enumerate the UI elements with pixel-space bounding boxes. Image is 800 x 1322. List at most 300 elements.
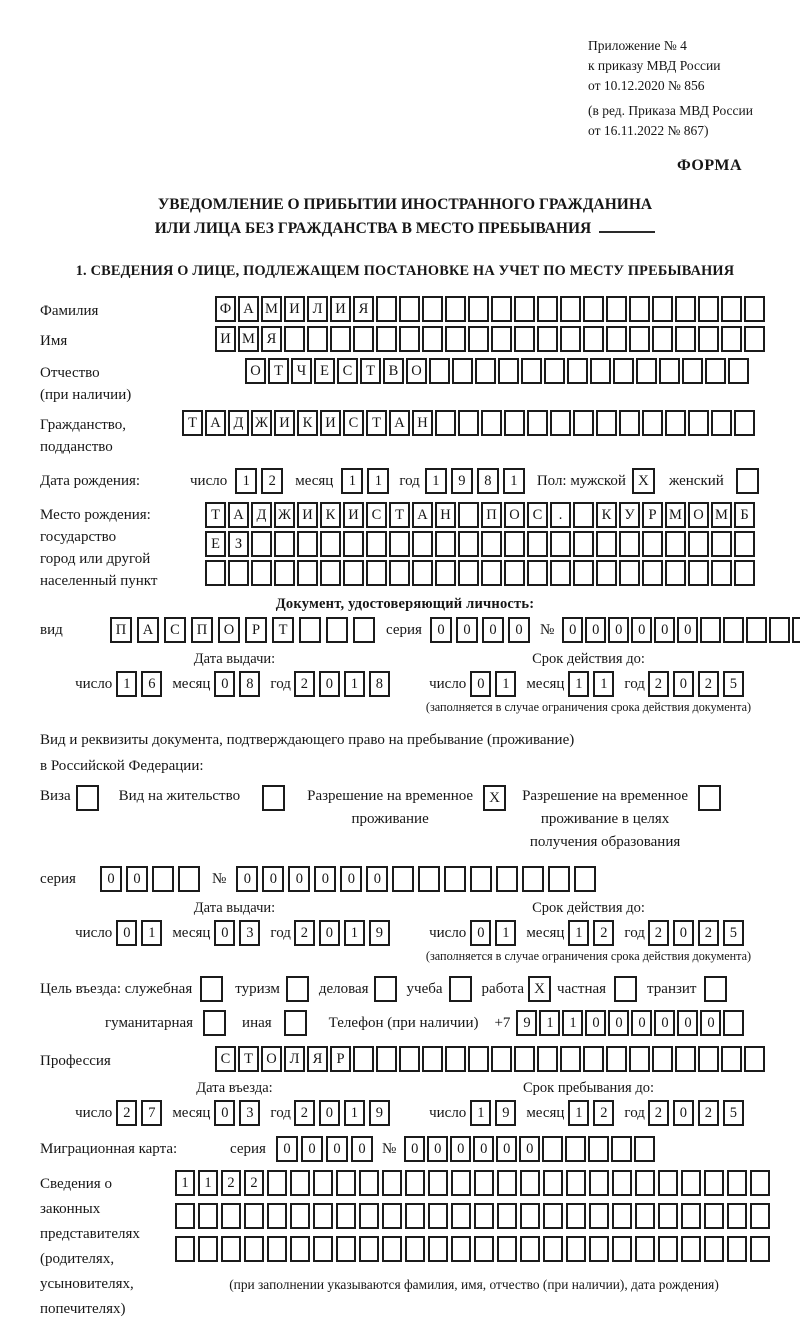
char-cell[interactable] (451, 1236, 471, 1262)
char-cell[interactable] (366, 560, 387, 586)
char-cell[interactable] (313, 1170, 333, 1196)
char-cell[interactable] (429, 358, 450, 384)
char-cell[interactable] (326, 617, 348, 643)
char-cell[interactable] (681, 1203, 701, 1229)
char-cell[interactable]: Л (284, 1046, 305, 1072)
char-cell[interactable] (727, 1236, 747, 1262)
char-cell[interactable] (392, 866, 414, 892)
char-cell[interactable] (451, 1203, 471, 1229)
char-cell[interactable] (514, 326, 535, 352)
char-cell[interactable] (481, 560, 502, 586)
char-cell[interactable] (769, 617, 790, 643)
char-cell[interactable] (405, 1236, 425, 1262)
char-cell[interactable]: 0 (366, 866, 388, 892)
char-cell[interactable] (612, 1170, 632, 1196)
char-cell[interactable] (496, 866, 518, 892)
char-cell[interactable]: 0 (214, 1100, 235, 1126)
char-cell[interactable]: 0 (236, 866, 258, 892)
char-cell[interactable]: А (205, 410, 226, 436)
char-cell[interactable]: 1 (141, 920, 162, 946)
char-cell[interactable] (382, 1170, 402, 1196)
char-cell[interactable] (721, 1046, 742, 1072)
char-cell[interactable]: М (665, 502, 686, 528)
char-cell[interactable]: 0 (654, 617, 675, 643)
char-cell[interactable]: С (366, 502, 387, 528)
char-cell[interactable] (635, 1203, 655, 1229)
char-cell[interactable] (652, 1046, 673, 1072)
char-cell[interactable]: 9 (369, 920, 390, 946)
char-cell[interactable] (682, 358, 703, 384)
char-cell[interactable] (527, 410, 548, 436)
char-cell[interactable] (711, 560, 732, 586)
char-cell[interactable]: Я (261, 326, 282, 352)
char-cell[interactable]: 0 (673, 1100, 694, 1126)
char-cell[interactable] (589, 1236, 609, 1262)
char-cell[interactable] (629, 296, 650, 322)
char-cell[interactable] (675, 326, 696, 352)
char-cell[interactable]: 0 (214, 920, 235, 946)
char-cell[interactable] (470, 866, 492, 892)
char-cell[interactable] (399, 296, 420, 322)
char-cell[interactable]: 2 (294, 1100, 315, 1126)
char-cell[interactable]: 2 (294, 920, 315, 946)
char-cell[interactable] (445, 1046, 466, 1072)
char-cell[interactable] (721, 296, 742, 322)
char-cell[interactable]: 8 (369, 671, 390, 697)
char-cell[interactable] (589, 1203, 609, 1229)
char-cell[interactable] (596, 560, 617, 586)
char-cell[interactable] (290, 1236, 310, 1262)
char-cell[interactable] (590, 358, 611, 384)
char-cell[interactable]: С (527, 502, 548, 528)
char-cell[interactable] (728, 358, 749, 384)
char-cell[interactable] (704, 1170, 724, 1196)
char-cell[interactable]: 0 (404, 1136, 425, 1162)
char-cell[interactable]: Е (314, 358, 335, 384)
char-cell[interactable]: 0 (677, 1010, 698, 1036)
char-cell[interactable] (336, 1203, 356, 1229)
char-cell[interactable] (704, 1203, 724, 1229)
char-cell[interactable]: А (412, 502, 433, 528)
char-cell[interactable] (596, 410, 617, 436)
char-cell[interactable]: О (261, 1046, 282, 1072)
char-cell[interactable]: А (228, 502, 249, 528)
char-cell[interactable]: 1 (593, 671, 614, 697)
char-cell[interactable] (475, 358, 496, 384)
char-cell[interactable] (320, 531, 341, 557)
char-cell[interactable] (228, 560, 249, 586)
char-cell[interactable] (635, 1170, 655, 1196)
char-cell[interactable]: 2 (593, 920, 614, 946)
char-cell[interactable] (573, 502, 594, 528)
char-cell[interactable] (382, 1236, 402, 1262)
char-cell[interactable] (330, 326, 351, 352)
char-cell[interactable] (566, 1236, 586, 1262)
char-cell[interactable] (658, 1203, 678, 1229)
char-cell[interactable] (658, 1170, 678, 1196)
char-cell[interactable] (698, 296, 719, 322)
char-cell[interactable] (675, 1046, 696, 1072)
char-cell[interactable] (221, 1236, 241, 1262)
char-cell[interactable] (474, 1203, 494, 1229)
char-cell[interactable] (537, 296, 558, 322)
char-cell[interactable] (619, 531, 640, 557)
char-cell[interactable]: 0 (430, 617, 452, 643)
purpose-ucheba-checkbox[interactable] (449, 976, 472, 1002)
char-cell[interactable]: 0 (673, 920, 694, 946)
char-cell[interactable]: М (711, 502, 732, 528)
char-cell[interactable]: 2 (294, 671, 315, 697)
char-cell[interactable] (175, 1203, 195, 1229)
sex-female-checkbox[interactable] (736, 468, 759, 494)
char-cell[interactable] (606, 1046, 627, 1072)
residence-permit-checkbox[interactable] (262, 785, 285, 811)
char-cell[interactable] (412, 531, 433, 557)
char-cell[interactable]: 1 (568, 1100, 589, 1126)
char-cell[interactable] (435, 531, 456, 557)
char-cell[interactable]: О (688, 502, 709, 528)
char-cell[interactable]: 0 (214, 671, 235, 697)
char-cell[interactable] (537, 326, 558, 352)
char-cell[interactable] (491, 296, 512, 322)
char-cell[interactable] (205, 560, 226, 586)
char-cell[interactable] (491, 1046, 512, 1072)
char-cell[interactable] (698, 1046, 719, 1072)
char-cell[interactable]: И (343, 502, 364, 528)
char-cell[interactable]: 0 (482, 617, 504, 643)
char-cell[interactable] (606, 326, 627, 352)
char-cell[interactable] (366, 531, 387, 557)
char-cell[interactable] (514, 296, 535, 322)
char-cell[interactable]: 2 (648, 671, 669, 697)
purpose-gum-checkbox[interactable] (203, 1010, 226, 1036)
char-cell[interactable] (418, 866, 440, 892)
purpose-rabota-checkbox[interactable]: X (528, 976, 551, 1002)
char-cell[interactable] (744, 296, 765, 322)
char-cell[interactable]: У (619, 502, 640, 528)
char-cell[interactable]: Д (228, 410, 249, 436)
char-cell[interactable]: 0 (301, 1136, 323, 1162)
char-cell[interactable] (642, 560, 663, 586)
char-cell[interactable] (428, 1203, 448, 1229)
char-cell[interactable] (750, 1236, 770, 1262)
char-cell[interactable]: С (215, 1046, 236, 1072)
char-cell[interactable]: 0 (519, 1136, 540, 1162)
char-cell[interactable]: 1 (568, 920, 589, 946)
char-cell[interactable] (573, 410, 594, 436)
char-cell[interactable] (611, 1136, 632, 1162)
char-cell[interactable] (458, 531, 479, 557)
char-cell[interactable] (652, 326, 673, 352)
char-cell[interactable]: 0 (608, 1010, 629, 1036)
char-cell[interactable] (629, 326, 650, 352)
char-cell[interactable] (520, 1203, 540, 1229)
char-cell[interactable]: 9 (451, 468, 473, 494)
char-cell[interactable]: 1 (341, 468, 363, 494)
char-cell[interactable] (746, 617, 767, 643)
char-cell[interactable]: 0 (126, 866, 148, 892)
char-cell[interactable] (290, 1203, 310, 1229)
char-cell[interactable]: О (245, 358, 266, 384)
char-cell[interactable] (244, 1203, 264, 1229)
char-cell[interactable]: Т (272, 617, 294, 643)
char-cell[interactable]: И (330, 296, 351, 322)
char-cell[interactable]: Т (182, 410, 203, 436)
char-cell[interactable] (522, 866, 544, 892)
char-cell[interactable]: 5 (723, 1100, 744, 1126)
char-cell[interactable]: 0 (262, 866, 284, 892)
char-cell[interactable]: П (191, 617, 213, 643)
char-cell[interactable]: Т (366, 410, 387, 436)
char-cell[interactable] (458, 502, 479, 528)
char-cell[interactable] (652, 296, 673, 322)
char-cell[interactable]: 8 (239, 671, 260, 697)
char-cell[interactable]: Ч (291, 358, 312, 384)
char-cell[interactable]: З (228, 531, 249, 557)
char-cell[interactable] (359, 1203, 379, 1229)
char-cell[interactable] (698, 326, 719, 352)
char-cell[interactable] (274, 560, 295, 586)
char-cell[interactable] (543, 1170, 563, 1196)
char-cell[interactable]: К (320, 502, 341, 528)
char-cell[interactable] (497, 1236, 517, 1262)
char-cell[interactable]: Р (245, 617, 267, 643)
char-cell[interactable] (665, 560, 686, 586)
char-cell[interactable]: П (481, 502, 502, 528)
char-cell[interactable] (504, 531, 525, 557)
char-cell[interactable] (550, 560, 571, 586)
char-cell[interactable] (290, 1170, 310, 1196)
char-cell[interactable]: 2 (698, 1100, 719, 1126)
char-cell[interactable] (445, 326, 466, 352)
char-cell[interactable]: 0 (319, 1100, 340, 1126)
char-cell[interactable]: И (215, 326, 236, 352)
char-cell[interactable] (723, 617, 744, 643)
purpose-tranzit-checkbox[interactable] (704, 976, 727, 1002)
char-cell[interactable] (452, 358, 473, 384)
char-cell[interactable]: К (297, 410, 318, 436)
char-cell[interactable] (336, 1170, 356, 1196)
char-cell[interactable] (435, 410, 456, 436)
char-cell[interactable] (560, 296, 581, 322)
char-cell[interactable] (560, 326, 581, 352)
char-cell[interactable]: Р (642, 502, 663, 528)
char-cell[interactable] (588, 1136, 609, 1162)
char-cell[interactable] (520, 1170, 540, 1196)
char-cell[interactable]: 0 (319, 671, 340, 697)
char-cell[interactable]: 0 (631, 1010, 652, 1036)
char-cell[interactable] (382, 1203, 402, 1229)
char-cell[interactable]: С (164, 617, 186, 643)
char-cell[interactable] (727, 1170, 747, 1196)
char-cell[interactable] (313, 1203, 333, 1229)
char-cell[interactable] (705, 358, 726, 384)
char-cell[interactable] (727, 1203, 747, 1229)
char-cell[interactable] (336, 1236, 356, 1262)
char-cell[interactable]: 1 (568, 671, 589, 697)
char-cell[interactable] (704, 1236, 724, 1262)
char-cell[interactable] (734, 531, 755, 557)
char-cell[interactable]: 0 (288, 866, 310, 892)
char-cell[interactable]: С (343, 410, 364, 436)
char-cell[interactable] (267, 1170, 287, 1196)
purpose-chastnaya-checkbox[interactable] (614, 976, 637, 1002)
char-cell[interactable] (612, 1236, 632, 1262)
char-cell[interactable]: 1 (539, 1010, 560, 1036)
char-cell[interactable] (422, 326, 443, 352)
char-cell[interactable]: О (504, 502, 525, 528)
char-cell[interactable]: Т (238, 1046, 259, 1072)
char-cell[interactable] (750, 1170, 770, 1196)
char-cell[interactable] (573, 531, 594, 557)
char-cell[interactable]: 1 (425, 468, 447, 494)
char-cell[interactable] (474, 1170, 494, 1196)
char-cell[interactable]: Т (389, 502, 410, 528)
char-cell[interactable] (297, 560, 318, 586)
char-cell[interactable]: 2 (221, 1170, 241, 1196)
char-cell[interactable] (320, 560, 341, 586)
char-cell[interactable] (629, 1046, 650, 1072)
temp-residence-edu-checkbox[interactable] (698, 785, 721, 811)
char-cell[interactable] (481, 410, 502, 436)
char-cell[interactable]: 3 (239, 920, 260, 946)
char-cell[interactable]: 0 (677, 617, 698, 643)
char-cell[interactable]: 1 (344, 920, 365, 946)
char-cell[interactable] (527, 531, 548, 557)
char-cell[interactable]: 9 (516, 1010, 537, 1036)
char-cell[interactable]: Л (307, 296, 328, 322)
temp-residence-checkbox[interactable]: X (483, 785, 506, 811)
char-cell[interactable] (681, 1170, 701, 1196)
char-cell[interactable]: 6 (141, 671, 162, 697)
char-cell[interactable] (636, 358, 657, 384)
char-cell[interactable]: 0 (562, 617, 583, 643)
char-cell[interactable] (723, 1010, 744, 1036)
char-cell[interactable]: П (110, 617, 132, 643)
char-cell[interactable] (583, 296, 604, 322)
char-cell[interactable] (589, 1170, 609, 1196)
char-cell[interactable]: А (238, 296, 259, 322)
char-cell[interactable] (642, 410, 663, 436)
char-cell[interactable] (458, 410, 479, 436)
char-cell[interactable] (550, 531, 571, 557)
char-cell[interactable] (445, 296, 466, 322)
char-cell[interactable] (583, 326, 604, 352)
char-cell[interactable]: Р (330, 1046, 351, 1072)
char-cell[interactable]: 0 (631, 617, 652, 643)
char-cell[interactable] (734, 410, 755, 436)
char-cell[interactable]: 0 (585, 617, 606, 643)
char-cell[interactable] (152, 866, 174, 892)
char-cell[interactable]: 0 (673, 671, 694, 697)
char-cell[interactable]: 2 (648, 1100, 669, 1126)
char-cell[interactable] (612, 1203, 632, 1229)
char-cell[interactable]: 0 (456, 617, 478, 643)
char-cell[interactable] (267, 1236, 287, 1262)
char-cell[interactable]: О (406, 358, 427, 384)
char-cell[interactable] (412, 560, 433, 586)
char-cell[interactable]: 2 (698, 671, 719, 697)
char-cell[interactable]: Ж (274, 502, 295, 528)
char-cell[interactable]: Т (360, 358, 381, 384)
char-cell[interactable] (376, 296, 397, 322)
char-cell[interactable]: 1 (367, 468, 389, 494)
char-cell[interactable]: 5 (723, 671, 744, 697)
char-cell[interactable] (744, 326, 765, 352)
char-cell[interactable] (284, 326, 305, 352)
char-cell[interactable]: Н (412, 410, 433, 436)
char-cell[interactable] (389, 560, 410, 586)
char-cell[interactable] (251, 560, 272, 586)
char-cell[interactable] (353, 617, 375, 643)
char-cell[interactable]: О (218, 617, 240, 643)
char-cell[interactable] (734, 560, 755, 586)
char-cell[interactable]: 1 (495, 671, 516, 697)
char-cell[interactable] (634, 1136, 655, 1162)
char-cell[interactable] (343, 560, 364, 586)
char-cell[interactable] (359, 1170, 379, 1196)
char-cell[interactable] (750, 1203, 770, 1229)
char-cell[interactable]: 3 (239, 1100, 260, 1126)
char-cell[interactable]: Н (435, 502, 456, 528)
char-cell[interactable]: М (238, 326, 259, 352)
char-cell[interactable] (659, 358, 680, 384)
char-cell[interactable] (548, 866, 570, 892)
char-cell[interactable]: Е (205, 531, 226, 557)
char-cell[interactable] (343, 531, 364, 557)
char-cell[interactable] (428, 1170, 448, 1196)
char-cell[interactable]: 0 (508, 617, 530, 643)
char-cell[interactable] (444, 866, 466, 892)
char-cell[interactable] (658, 1236, 678, 1262)
char-cell[interactable] (422, 1046, 443, 1072)
char-cell[interactable] (665, 410, 686, 436)
purpose-sluzhebnaya-checkbox[interactable] (200, 976, 223, 1002)
char-cell[interactable]: Б (734, 502, 755, 528)
char-cell[interactable] (606, 296, 627, 322)
purpose-inaya-checkbox[interactable] (284, 1010, 307, 1036)
char-cell[interactable]: 1 (503, 468, 525, 494)
char-cell[interactable]: 9 (369, 1100, 390, 1126)
char-cell[interactable]: 9 (495, 1100, 516, 1126)
char-cell[interactable]: А (389, 410, 410, 436)
char-cell[interactable] (497, 1203, 517, 1229)
char-cell[interactable]: 1 (344, 671, 365, 697)
char-cell[interactable] (428, 1236, 448, 1262)
purpose-delovaya-checkbox[interactable] (374, 976, 397, 1002)
char-cell[interactable] (573, 560, 594, 586)
char-cell[interactable] (583, 1046, 604, 1072)
purpose-turizm-checkbox[interactable] (286, 976, 309, 1002)
char-cell[interactable] (353, 1046, 374, 1072)
char-cell[interactable] (198, 1203, 218, 1229)
char-cell[interactable] (399, 1046, 420, 1072)
char-cell[interactable]: 1 (495, 920, 516, 946)
char-cell[interactable] (700, 617, 721, 643)
char-cell[interactable]: 1 (562, 1010, 583, 1036)
char-cell[interactable] (313, 1236, 333, 1262)
char-cell[interactable]: К (596, 502, 617, 528)
char-cell[interactable] (435, 560, 456, 586)
char-cell[interactable] (299, 617, 321, 643)
char-cell[interactable]: 0 (654, 1010, 675, 1036)
char-cell[interactable] (520, 1236, 540, 1262)
char-cell[interactable]: 2 (116, 1100, 137, 1126)
char-cell[interactable]: 0 (276, 1136, 298, 1162)
char-cell[interactable]: . (550, 502, 571, 528)
char-cell[interactable] (613, 358, 634, 384)
char-cell[interactable] (498, 358, 519, 384)
